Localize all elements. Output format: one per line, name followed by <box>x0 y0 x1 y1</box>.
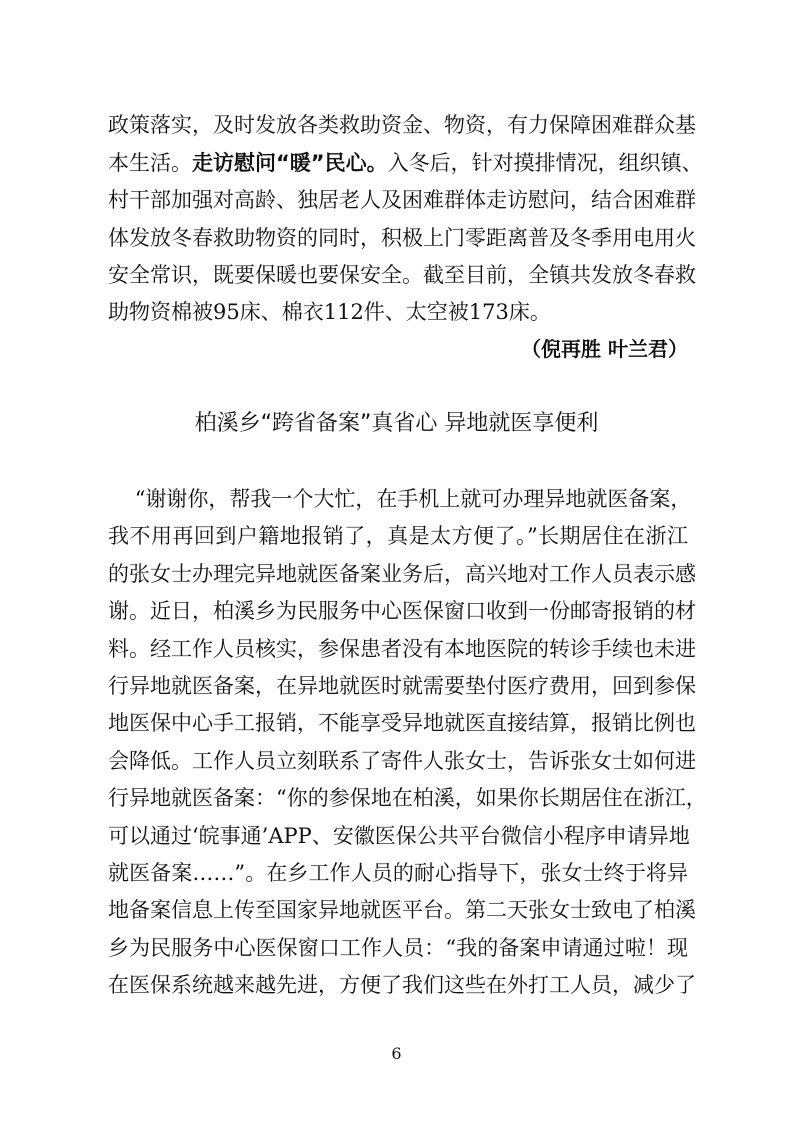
paragraph-line: 会降低。工作人员立刻联系了寄件人张女士，告诉张女士如何进 <box>108 749 696 773</box>
paragraph-line: 可以通过‘皖事通’APP、安徽医保公共平台微信小程序申请异地 <box>108 824 690 848</box>
bold-heading-run: 走访慰问“暖”民心。 <box>192 151 388 175</box>
paragraph-line: 地医保中心手工报销，不能享受异地就医直接结算，报销比例也 <box>108 711 696 735</box>
paragraph-line: 行异地就医备案，在异地就医时就需要垫付医疗费用，回到参保 <box>108 674 696 698</box>
article-title: 柏溪乡“跨省备案”真省心 异地就医享便利 <box>194 411 599 436</box>
text-run: 入冬后，针对摸排情况，组织镇、 <box>387 151 703 175</box>
paragraph-line: 的张女士办理完异地就医备案业务后，高兴地对工作人员表示感 <box>108 562 696 586</box>
text-run: 本生活。 <box>108 151 192 175</box>
paragraph-line: 助物资棉被95床、棉衣112件、太空被173床。 <box>108 300 551 324</box>
paragraph-line <box>108 148 703 178</box>
page-number: 6 <box>391 1044 402 1063</box>
paragraph-line: 地备案信息上传至国家异地就医平台。第二天张女士致电了柏溪 <box>108 898 696 922</box>
paragraph-line: “谢谢你，帮我一个大忙，在手机上就可办理异地就医备案， <box>108 487 692 511</box>
paragraph-line: 体发放冬春救助物资的同时，积极上门零距离普及冬季用电用火 <box>108 226 696 250</box>
paragraph-line: 在医保系统越来越先进，方便了我们这些在外打工人员，减少了 <box>108 973 696 997</box>
paragraph-line: 谢。近日，柏溪乡为民服务中心医保窗口收到一份邮寄报销的材 <box>108 599 696 623</box>
paragraph-line: 料。经工作人员核实，参保患者没有本地医院的转诊手续也未进 <box>108 637 696 661</box>
paragraph-line: 行异地就医备案：“你的参保地在柏溪，如果你长期居住在浙江， <box>108 786 707 810</box>
paragraph-line: 安全常识，既要保暖也要保安全。截至目前，全镇共发放冬春救 <box>108 263 696 287</box>
author-credit: （倪再胜 叶兰君） <box>521 337 688 361</box>
paragraph-line: 乡为民服务中心医保窗口工作人员：“我的备案申请通过啦！现 <box>108 936 688 960</box>
paragraph-line: 政策落实，及时发放各类救助资金、物资，有力保障困难群众基 <box>108 113 696 137</box>
paragraph-line: 就医备案……”。在乡工作人员的耐心指导下，张女士终于将异 <box>108 861 688 885</box>
paragraph-line: 我不用再回到户籍地报销了，真是太方便了。”长期居住在浙江 <box>108 524 688 548</box>
paragraph-line: 村干部加强对高龄、独居老人及困难群体走访慰问，结合困难群 <box>108 188 696 212</box>
